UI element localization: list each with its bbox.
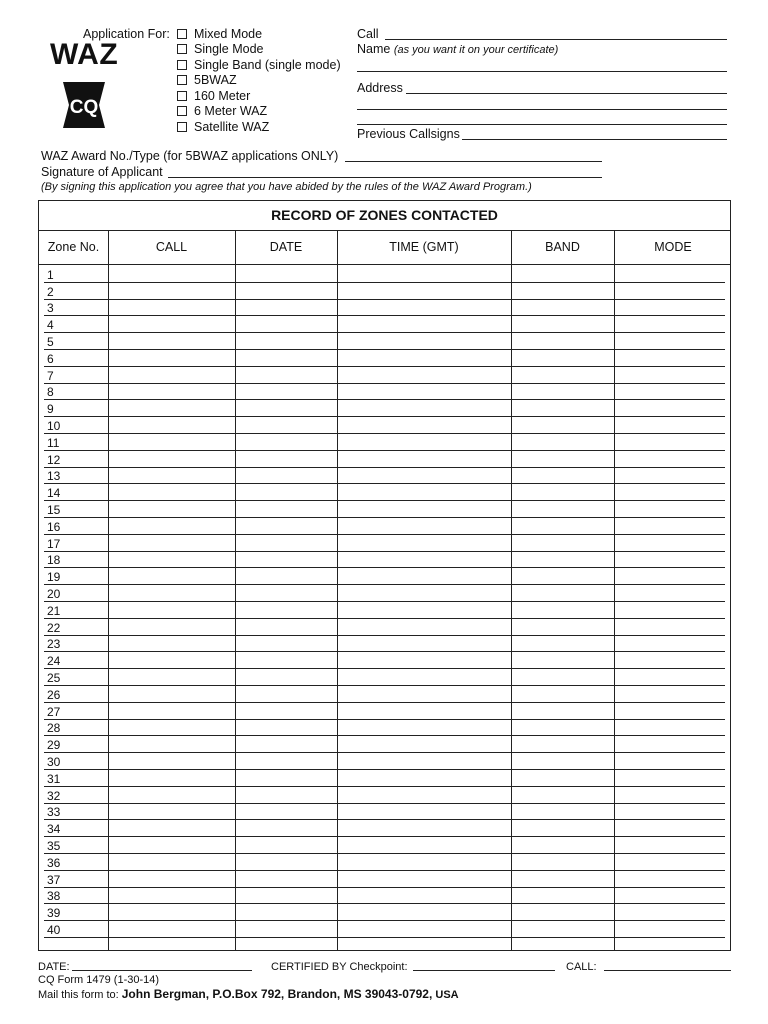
zone-number: 32	[47, 788, 61, 803]
zone-row[interactable]	[44, 735, 725, 753]
zone-number: 29	[47, 738, 61, 753]
zone-number: 1	[47, 267, 54, 282]
zone-row[interactable]	[44, 299, 725, 317]
option-label: Mixed Mode	[194, 27, 263, 41]
checkbox[interactable]	[177, 75, 187, 85]
zone-row[interactable]	[44, 836, 725, 854]
zone-row[interactable]	[44, 534, 725, 552]
zone-row[interactable]	[44, 517, 725, 535]
previous-callsigns-label: Previous Callsigns	[357, 127, 460, 141]
record-title: RECORD OF ZONES CONTACTED	[39, 201, 730, 231]
zone-row[interactable]	[44, 433, 725, 451]
option-4[interactable]	[177, 89, 250, 103]
option-1[interactable]	[177, 42, 264, 56]
zone-row[interactable]	[44, 769, 725, 787]
mail-prefix: Mail this form to:	[38, 989, 119, 1001]
option-2[interactable]	[177, 58, 341, 72]
footer-call-input-line[interactable]	[604, 970, 731, 971]
zone-number: 3	[47, 301, 54, 316]
mail-address: John Bergman, P.O.Box 792, Brandon, MS 39043-0792,	[121, 987, 433, 1001]
zone-number: 33	[47, 805, 61, 820]
zone-row[interactable]	[44, 920, 725, 938]
zone-number: 18	[47, 553, 61, 568]
zone-row[interactable]	[44, 668, 725, 686]
zone-number: 13	[47, 469, 61, 484]
zone-row[interactable]	[44, 719, 725, 737]
zone-number: 7	[47, 368, 54, 383]
zone-number: 12	[47, 452, 61, 467]
column-header: BAND	[545, 240, 580, 254]
address-input-line-1[interactable]	[406, 93, 727, 94]
zone-row[interactable]	[44, 450, 725, 468]
address-input-line-3[interactable]	[357, 124, 727, 125]
zone-number: 39	[47, 906, 61, 921]
option-3[interactable]	[177, 73, 237, 87]
zone-number: 6	[47, 351, 54, 366]
zone-row[interactable]	[44, 483, 725, 501]
zone-number: 21	[47, 603, 61, 618]
name-input-line[interactable]	[357, 71, 727, 72]
call-input-line[interactable]	[385, 39, 727, 40]
zone-number: 28	[47, 721, 61, 736]
option-0[interactable]	[177, 27, 262, 41]
zone-row[interactable]	[44, 383, 725, 401]
zone-row[interactable]	[44, 870, 725, 888]
column-header: TIME (GMT)	[389, 240, 459, 254]
zone-number: 23	[47, 637, 61, 652]
zone-row[interactable]	[44, 349, 725, 367]
option-label: 5BWAZ	[194, 73, 237, 87]
zone-number: 34	[47, 822, 61, 837]
column-divider	[511, 230, 512, 950]
zone-row[interactable]	[44, 887, 725, 905]
zone-number: 11	[47, 435, 60, 450]
zone-number: 5	[47, 334, 54, 349]
zone-row[interactable]	[44, 315, 725, 333]
zone-number: 8	[47, 385, 54, 400]
mail-line	[38, 987, 459, 1001]
zone-row[interactable]	[44, 685, 725, 703]
option-6[interactable]	[177, 120, 269, 134]
zone-number: 40	[47, 922, 61, 937]
zone-row[interactable]	[44, 853, 725, 871]
zone-row[interactable]	[44, 282, 725, 300]
signature-label: Signature of Applicant	[41, 165, 163, 179]
zone-number: 20	[47, 586, 61, 601]
record-table	[38, 200, 731, 951]
zone-number: 4	[47, 318, 54, 333]
zone-row[interactable]	[44, 803, 725, 821]
zone-row[interactable]	[44, 467, 725, 485]
zone-row[interactable]	[44, 601, 725, 619]
checkbox[interactable]	[177, 29, 187, 39]
zone-number: 30	[47, 754, 61, 769]
cq-logo	[63, 80, 105, 130]
zone-row[interactable]	[44, 702, 725, 720]
checkbox[interactable]	[177, 91, 187, 101]
zone-number: 37	[47, 872, 61, 887]
application-for-label: Application For:	[83, 27, 170, 41]
agreement-text: (By signing this application you agree that you have abided by the rules of the WAZ Award Program.)	[41, 181, 532, 193]
zone-number: 35	[47, 838, 61, 853]
mail-country: USA	[435, 989, 459, 1001]
option-label: Single Mode	[194, 42, 264, 56]
footer-certified-input-line[interactable]	[413, 970, 555, 971]
zone-row[interactable]	[44, 752, 725, 770]
zone-row[interactable]	[44, 618, 725, 636]
column-header: DATE	[269, 240, 303, 254]
zone-row[interactable]	[44, 366, 725, 384]
column-divider	[337, 230, 338, 950]
zone-row[interactable]	[44, 500, 725, 518]
option-5[interactable]	[177, 104, 267, 118]
previous-callsigns-input-line[interactable]	[462, 139, 727, 140]
column-divider	[235, 230, 236, 950]
zone-row[interactable]	[44, 551, 725, 569]
form-id: CQ Form 1479 (1-30-14)	[38, 974, 160, 986]
zone-row[interactable]	[44, 399, 725, 417]
column-header: CALL	[155, 240, 188, 254]
zone-number: 19	[47, 570, 61, 585]
zone-number: 38	[47, 889, 61, 904]
footer-call-label: CALL:	[566, 961, 597, 973]
zone-number: 36	[47, 855, 61, 870]
zone-row[interactable]	[44, 635, 725, 653]
checkbox[interactable]	[177, 44, 187, 54]
zone-row[interactable]	[44, 416, 725, 434]
zone-number: 14	[47, 486, 61, 501]
checkbox[interactable]	[177, 60, 187, 70]
footer-date-label: DATE:	[38, 961, 70, 973]
checkbox[interactable]	[177, 122, 187, 132]
column-header: MODE	[654, 240, 692, 254]
option-label: 6 Meter WAZ	[194, 104, 268, 118]
footer-date-input-line[interactable]	[72, 970, 252, 971]
zone-number: 22	[47, 620, 61, 635]
name-label: Name (as you want it on your certificate)	[357, 42, 559, 56]
zone-number: 31	[47, 771, 61, 786]
zone-row[interactable]	[44, 903, 725, 921]
zone-number: 17	[47, 536, 61, 551]
zone-number: 24	[47, 654, 61, 669]
zone-number: 10	[47, 418, 61, 433]
name-hint: (as you want it on your certificate)	[393, 44, 559, 56]
column-header: Zone No.	[47, 240, 100, 254]
column-divider	[108, 230, 109, 950]
zone-row[interactable]	[44, 584, 725, 602]
record-header-row	[39, 230, 730, 265]
cq-logo-text: CQ	[69, 97, 99, 118]
zone-row[interactable]	[44, 567, 725, 585]
award-no-input-line[interactable]	[345, 161, 602, 162]
zone-row[interactable]	[44, 786, 725, 804]
zone-row[interactable]	[44, 332, 725, 350]
waz-logo-text: WAZ	[50, 38, 119, 71]
option-label: Satellite WAZ	[194, 120, 270, 134]
zone-number: 15	[47, 502, 61, 517]
zone-row[interactable]	[44, 819, 725, 837]
zone-number: 27	[47, 704, 61, 719]
address-label: Address	[357, 81, 403, 95]
zone-row[interactable]	[44, 265, 725, 283]
award-no-label: WAZ Award No./Type (for 5BWAZ applications ONLY)	[41, 149, 339, 163]
zone-number: 16	[47, 519, 61, 534]
footer-certified-label: CERTIFIED BY Checkpoint:	[271, 961, 408, 973]
zone-number: 26	[47, 687, 61, 702]
signature-input-line[interactable]	[168, 177, 602, 178]
zone-number: 25	[47, 670, 61, 685]
column-divider	[614, 230, 615, 950]
call-label: Call	[357, 27, 379, 41]
zone-row[interactable]	[44, 651, 725, 669]
option-label: Single Band (single mode)	[194, 58, 341, 72]
checkbox[interactable]	[177, 106, 187, 116]
zone-number: 2	[47, 284, 54, 299]
address-input-line-2[interactable]	[357, 109, 727, 110]
option-label: 160 Meter	[194, 89, 251, 103]
zone-number: 9	[47, 402, 54, 417]
